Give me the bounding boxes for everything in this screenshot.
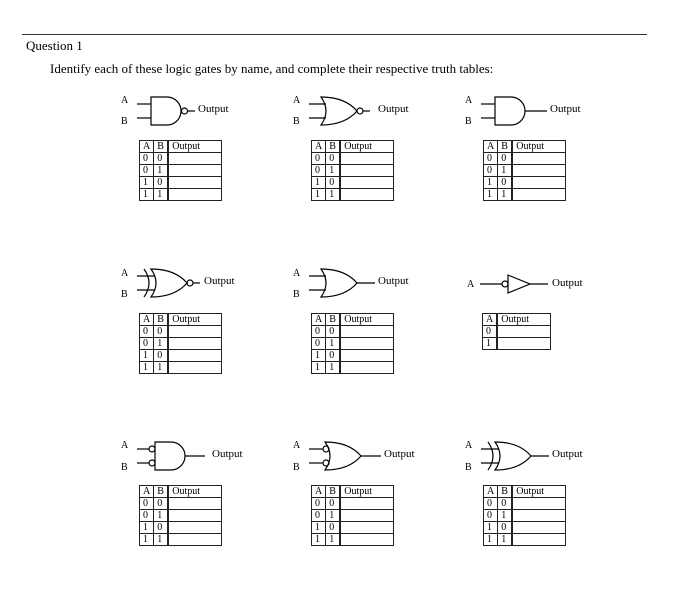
output-cell[interactable] (168, 510, 222, 522)
table-row (484, 510, 566, 522)
cell-a: 0 (484, 498, 498, 510)
cell-a: 1 (140, 350, 154, 362)
cell-a: 1 (312, 177, 326, 189)
table-header-row (312, 314, 394, 326)
header-a: A (140, 314, 154, 326)
cell-b: 1 (326, 362, 341, 374)
cell-a: 1 (484, 177, 498, 189)
table-header-row (140, 314, 222, 326)
header-b: B (154, 486, 169, 498)
cell-a: 0 (312, 338, 326, 350)
cell-b: 1 (498, 189, 513, 201)
header-output: Output (168, 141, 222, 153)
cell-b: 0 (326, 326, 341, 338)
table-row (140, 498, 222, 510)
table-row (312, 498, 394, 510)
header-a: A (140, 486, 154, 498)
cell-a: 0 (140, 338, 154, 350)
gate-5-input-a-label: A (293, 268, 301, 279)
output-cell[interactable] (168, 165, 222, 177)
gate-8-input-b-label: B (293, 462, 300, 473)
output-cell[interactable] (512, 498, 566, 510)
cell-a: 1 (140, 177, 154, 189)
header-b: B (326, 486, 341, 498)
header-a: A (140, 141, 154, 153)
truth-table-9 (483, 485, 566, 546)
header-a: A (312, 486, 326, 498)
output-cell[interactable] (512, 534, 566, 546)
cell-b: 1 (154, 165, 169, 177)
cell-b: 0 (326, 350, 341, 362)
cell-a: 1 (140, 534, 154, 546)
header-b: B (326, 314, 341, 326)
gate-7-input-a-label: A (121, 440, 129, 451)
gate-8-symbol (309, 441, 389, 471)
truth-table-2 (311, 140, 394, 201)
cell-a: 0 (312, 165, 326, 177)
cell-a: 0 (484, 165, 498, 177)
cell-a: 1 (484, 522, 498, 534)
output-cell[interactable] (340, 326, 394, 338)
cell-a: 1 (312, 534, 326, 546)
gate-1-input-a-label: A (121, 95, 129, 106)
gate-4-input-a-label: A (121, 268, 129, 279)
header-b: B (326, 141, 341, 153)
cell-a: 1 (312, 350, 326, 362)
cell-b: 0 (154, 153, 169, 165)
cell-b: 0 (326, 498, 341, 510)
gate-6-output-label: Output (552, 277, 583, 289)
table-header-row (484, 486, 566, 498)
cell-a: 0 (312, 153, 326, 165)
cell-b: 1 (326, 189, 341, 201)
output-cell[interactable] (168, 498, 222, 510)
gate-3-symbol (481, 96, 561, 126)
gate-7-output-label: Output (212, 448, 243, 460)
cell-b: 0 (154, 522, 169, 534)
gate-3-output-label: Output (550, 103, 581, 115)
header-output: Output (497, 314, 551, 326)
gate-2-symbol (309, 96, 389, 126)
output-cell[interactable] (512, 510, 566, 522)
table-row (312, 350, 394, 362)
table-row (484, 165, 566, 177)
table-header-row (140, 141, 222, 153)
table-row (140, 326, 222, 338)
table-row (140, 189, 222, 201)
truth-table-3 (483, 140, 566, 201)
cell-b: 1 (498, 534, 513, 546)
output-cell[interactable] (168, 189, 222, 201)
header-output: Output (168, 314, 222, 326)
output-cell[interactable] (340, 338, 394, 350)
table-row (140, 362, 222, 374)
header-b: B (498, 486, 513, 498)
cell-b: 1 (154, 338, 169, 350)
cell-a: 1 (484, 534, 498, 546)
cell-b: 0 (498, 153, 513, 165)
table-row (312, 362, 394, 374)
output-cell[interactable] (340, 534, 394, 546)
gate-2-input-a-label: A (293, 95, 301, 106)
gate-2-output-label: Output (378, 103, 409, 115)
cell-a: 1 (483, 338, 498, 350)
gate-9-output-label: Output (552, 448, 583, 460)
truth-table-4 (139, 313, 222, 374)
output-cell[interactable] (340, 165, 394, 177)
table-row (484, 153, 566, 165)
output-cell[interactable] (168, 350, 222, 362)
output-cell[interactable] (340, 153, 394, 165)
header-b: B (498, 141, 513, 153)
table-row (484, 177, 566, 189)
gate-5-input-b-label: B (293, 289, 300, 300)
output-cell[interactable] (168, 534, 222, 546)
output-cell[interactable] (512, 177, 566, 189)
cell-b: 1 (326, 534, 341, 546)
table-row (484, 189, 566, 201)
cell-a: 0 (140, 510, 154, 522)
cell-b: 1 (326, 338, 341, 350)
gate-5-symbol (309, 268, 389, 298)
gate-8-output-label: Output (384, 448, 415, 460)
cell-a: 0 (312, 510, 326, 522)
table-row (483, 338, 551, 350)
cell-b: 0 (154, 177, 169, 189)
cell-a: 1 (312, 189, 326, 201)
table-row (140, 350, 222, 362)
gate-7-input-b-label: B (121, 462, 128, 473)
cell-b: 0 (326, 522, 341, 534)
header-b: B (154, 141, 169, 153)
cell-b: 1 (326, 510, 341, 522)
cell-a: 0 (140, 165, 154, 177)
cell-b: 1 (498, 165, 513, 177)
cell-a: 0 (484, 510, 498, 522)
header-b: B (154, 314, 169, 326)
output-cell[interactable] (497, 338, 551, 350)
cell-b: 0 (154, 326, 169, 338)
table-header-row (312, 486, 394, 498)
table-header-row (484, 141, 566, 153)
output-cell[interactable] (340, 362, 394, 374)
gate-1-output-label: Output (198, 103, 229, 115)
table-row (140, 534, 222, 546)
cell-b: 0 (326, 177, 341, 189)
cell-b: 1 (154, 362, 169, 374)
cell-b: 1 (154, 510, 169, 522)
truth-table-5 (311, 313, 394, 374)
cell-a: 1 (140, 362, 154, 374)
output-cell[interactable] (340, 498, 394, 510)
gate-3-input-b-label: B (465, 116, 472, 127)
table-row (312, 165, 394, 177)
cell-b: 1 (154, 534, 169, 546)
header-a: A (484, 486, 498, 498)
cell-b: 0 (154, 350, 169, 362)
table-row (484, 498, 566, 510)
cell-a: 1 (140, 189, 154, 201)
cell-a: 0 (312, 498, 326, 510)
cell-b: 1 (498, 510, 513, 522)
gate-4-input-b-label: B (121, 289, 128, 300)
question-title: Question 1 (26, 38, 83, 53)
cell-a: 0 (140, 498, 154, 510)
gate-9-input-a-label: A (465, 440, 473, 451)
output-cell[interactable] (340, 522, 394, 534)
header-output: Output (168, 486, 222, 498)
question-instruction: Identify each of these logic gates by name, and complete their respective truth tables: (50, 61, 494, 76)
header-a: A (312, 314, 326, 326)
table-row (484, 534, 566, 546)
output-cell[interactable] (512, 189, 566, 201)
gate-6-input-a-label: A (467, 279, 475, 290)
cell-a: 0 (140, 326, 154, 338)
gate-7-symbol (137, 441, 217, 471)
truth-table-6 (482, 313, 551, 350)
output-cell[interactable] (512, 522, 566, 534)
table-row (140, 338, 222, 350)
header-a: A (312, 141, 326, 153)
gate-5-output-label: Output (378, 275, 409, 287)
cell-a: 1 (312, 522, 326, 534)
table-row (312, 189, 394, 201)
table-row (312, 522, 394, 534)
cell-a: 0 (312, 326, 326, 338)
cell-b: 0 (498, 498, 513, 510)
cell-b: 1 (154, 189, 169, 201)
cell-b: 0 (498, 177, 513, 189)
header-a: A (484, 141, 498, 153)
gate-4-output-label: Output (204, 275, 235, 287)
table-header-row (483, 314, 551, 326)
output-cell[interactable] (168, 522, 222, 534)
gate-9-input-b-label: B (465, 462, 472, 473)
table-row (312, 177, 394, 189)
divider-line (22, 34, 647, 35)
output-cell[interactable] (168, 338, 222, 350)
gate-2-input-b-label: B (293, 116, 300, 127)
header-output: Output (340, 141, 394, 153)
output-cell[interactable] (168, 153, 222, 165)
table-row (140, 177, 222, 189)
output-cell[interactable] (497, 326, 551, 338)
output-cell[interactable] (340, 510, 394, 522)
gate-1-input-b-label: B (121, 116, 128, 127)
cell-b: 1 (326, 165, 341, 177)
header-a: A (483, 314, 498, 326)
header-output: Output (340, 314, 394, 326)
cell-b: 0 (326, 153, 341, 165)
header-output: Output (512, 486, 566, 498)
gate-3-input-a-label: A (465, 95, 473, 106)
table-row (312, 534, 394, 546)
gate-6-symbol (480, 270, 560, 300)
header-output: Output (512, 141, 566, 153)
gate-8-input-a-label: A (293, 440, 301, 451)
table-row (483, 326, 551, 338)
output-cell[interactable] (340, 189, 394, 201)
table-row (140, 165, 222, 177)
cell-a: 1 (484, 189, 498, 201)
table-row (312, 510, 394, 522)
gate-9-symbol (481, 441, 561, 471)
truth-table-8 (311, 485, 394, 546)
cell-a: 0 (140, 153, 154, 165)
output-cell[interactable] (512, 153, 566, 165)
output-cell[interactable] (168, 177, 222, 189)
table-row (140, 153, 222, 165)
truth-table-7 (139, 485, 222, 546)
header-output: Output (340, 486, 394, 498)
table-header-row (140, 486, 222, 498)
truth-table-1 (139, 140, 222, 201)
table-row (140, 522, 222, 534)
output-cell[interactable] (168, 362, 222, 374)
output-cell[interactable] (340, 350, 394, 362)
table-row (312, 338, 394, 350)
table-row (312, 326, 394, 338)
output-cell[interactable] (512, 165, 566, 177)
cell-b: 0 (154, 498, 169, 510)
cell-a: 0 (484, 153, 498, 165)
output-cell[interactable] (340, 177, 394, 189)
table-row (312, 153, 394, 165)
table-header-row (312, 141, 394, 153)
table-row (140, 510, 222, 522)
cell-a: 0 (483, 326, 498, 338)
cell-b: 0 (498, 522, 513, 534)
cell-a: 1 (312, 362, 326, 374)
output-cell[interactable] (168, 326, 222, 338)
cell-a: 1 (140, 522, 154, 534)
table-row (484, 522, 566, 534)
